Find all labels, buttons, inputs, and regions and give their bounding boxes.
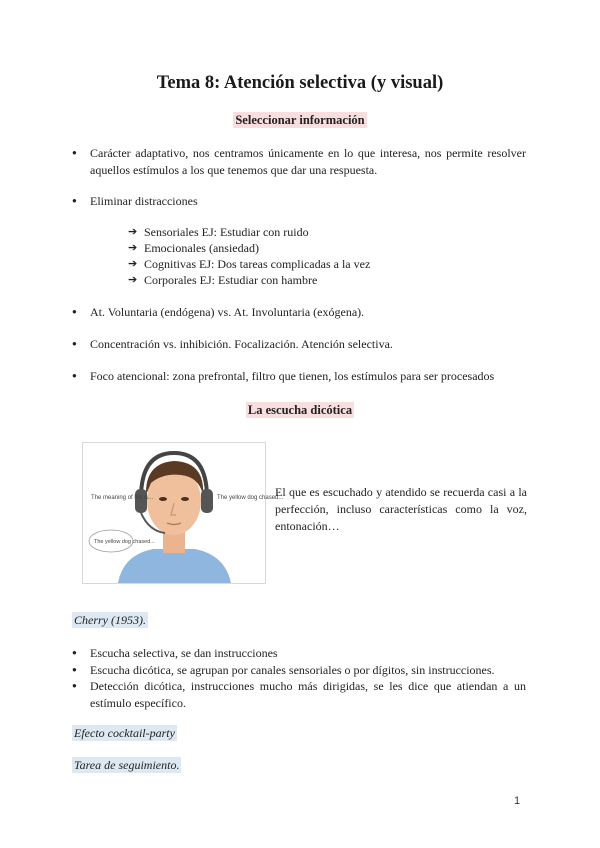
tracking-task-heading [72,758,181,773]
cherry-heading [72,613,148,628]
list-item: ● Escucha selectiva, se dan instrucciones [90,645,526,662]
distraction-item: ➔ Sensoriales EJ: Estudiar con ruido [128,224,370,240]
headphones-person-image [83,443,284,583]
bullet-caracter-adaptativo: ● Carácter adaptativo, nos centramos únicamente en lo que interesa, nos permite resolver aquellos estímulos a los que tenemos que dar una respuesta. [90,145,526,178]
tracking-task-heading-text: Tarea de seguimiento. [74,758,180,772]
list-item: ● Detección dicótica, instrucciones mucho más dirigidas, se les dice que atiendan a un estímulo específico. [90,678,526,711]
section-heading-text: La escucha dicótica [247,403,353,417]
section-heading-text: Seleccionar información [235,113,365,127]
distractions-list [128,224,370,288]
list-item: ● Escucha dicótica, se agrupan por canales sensoriales o por dígitos, sin instrucciones. [90,662,526,679]
bubble-right-text: The yellow dog chased... [217,495,284,501]
distraction-item: ➔ Corporales EJ: Estudiar con hambre [128,272,370,288]
cherry-list [90,645,526,711]
cocktail-party-heading-text: Efecto cocktail-party [74,726,175,740]
distraction-item: ➔ Emocionales (ansiedad) [128,240,370,256]
section-heading-escucha-dicotica [0,403,600,418]
cherry-heading-text: Cherry (1953). [74,613,146,627]
bullet-atencion-voluntaria: ● At. Voluntaria (endógena) vs. At. Involuntaria (exógena). [90,304,526,321]
bullet-eliminar-distracciones: ● Eliminar distracciones [90,193,526,210]
cocktail-party-heading [72,726,177,741]
page-title: Tema 8: Atención selectiva (y visual) [156,73,444,93]
bullet-concentracion: ● Concentración vs. inhibición. Focalización. Atención selectiva. [90,336,526,353]
dichotic-explanation-text: El que es escuchado y atendido se recuerda casi a la perfección, incluso características como la voz, entonación… [275,485,527,533]
distraction-item: ➔ Cognitivas EJ: Dos tareas complicadas a la vez [128,256,370,272]
section-heading-seleccionar [0,113,600,128]
bullet-foco-atencional: ● Foco atencional: zona prefrontal, filtro que tienen, los estímulos para ser procesados [90,368,526,385]
dichotic-listening-illustration [82,442,284,584]
bubble-left-text: The meaning of life is... [91,495,154,501]
page-number: 1 [514,795,521,807]
bubble-bottom-text: The yellow dog chased... [94,539,155,545]
